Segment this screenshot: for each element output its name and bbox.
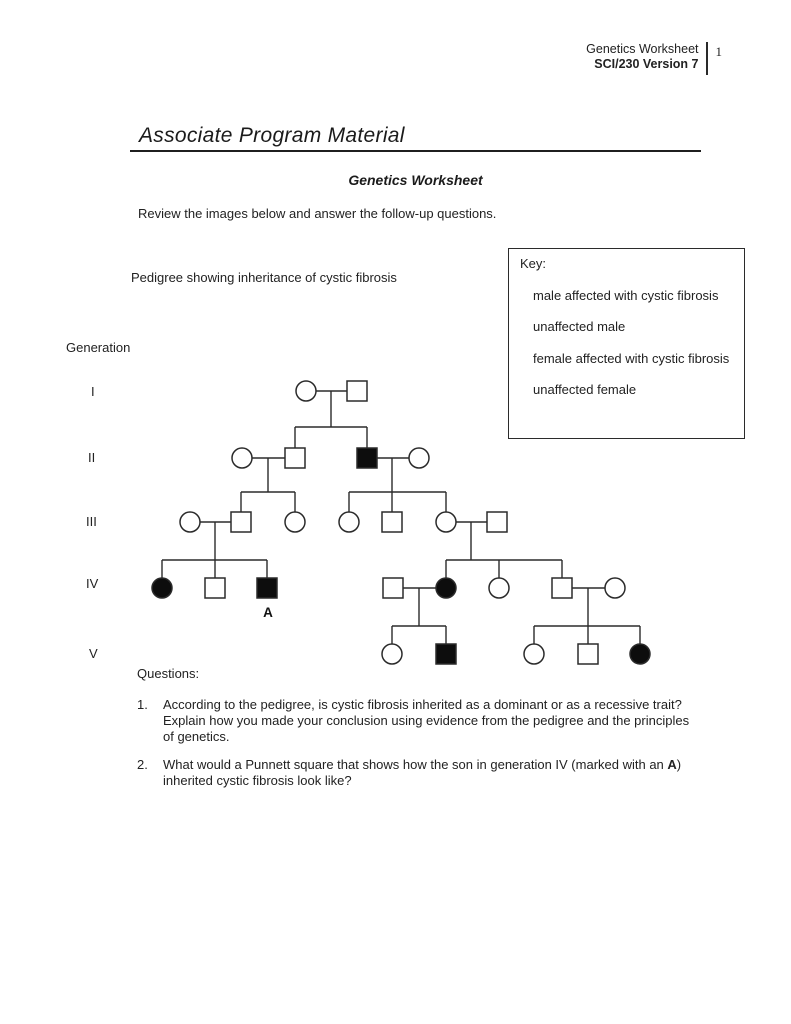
questions-heading: Questions: [137,666,200,681]
question-1-text [163,697,689,744]
question-2-line-1-post: ) [676,757,682,773]
question-2 [137,757,717,789]
pedigree-member-IV-5-female-affected [436,578,456,598]
instructions-text: Review the images below and answer the follow-up questions. [138,206,497,221]
pedigree-member-IV-4-male-unaffected [383,578,403,598]
pedigree-member-V-4-male-unaffected [578,644,598,664]
generation-label-3: III [86,514,97,529]
header-version: SCI/230 Version 7 [594,57,699,71]
pedigree-member-IV-8-female-unaffected [605,578,625,598]
question-2-number: 2. [137,757,148,773]
question-2-line-1-pre: What would a Punnett square that shows how the son in generation IV (marked with an [163,757,668,773]
page-number: 1 [715,44,722,59]
key-item-female-affected: female affected with cystic fibrosis [533,350,730,366]
question-2-marker-a: A [667,757,677,773]
question-1-number: 1. [137,697,148,712]
pedigree-member-III-3-female-unaffected [285,512,305,532]
question-1-line-2: Explain how you made your conclusion using evidence from the pedigree and the principles [163,712,690,728]
pedigree-caption: Pedigree showing inheritance of cystic fibrosis [131,270,397,285]
pedigree-member-III-4-female-unaffected [339,512,359,532]
generation-label-5: V [89,646,98,661]
pedigree-member-IV-6-female-unaffected [489,578,509,598]
pedigree-member-II-3-male-affected [357,448,377,468]
generation-label-1: I [91,384,95,399]
page-title: Associate Program Material [139,124,405,147]
question-2-line-2: inherited cystic fibrosis look like? [163,773,352,789]
pedigree-member-IV-3-male-affected [257,578,277,598]
question-1-line-1: According to the pedigree, is cystic fibrosis inherited as a dominant or as a recessive trait? [163,697,682,712]
pedigree-member-III-7-male-unaffected [487,512,507,532]
question-1 [137,697,717,744]
question-2-text [163,757,681,789]
pedigree-member-II-2-male-unaffected [285,448,305,468]
key-heading: Key: [520,256,547,271]
pedigree-member-IV-2-male-unaffected [205,578,225,598]
worksheet-title: Genetics Worksheet [348,172,483,188]
pedigree-member-II-4-female-unaffected [409,448,429,468]
pedigree-member-III-6-female-unaffected [436,512,456,532]
pedigree-member-IV-7-male-unaffected [552,578,572,598]
pedigree-member-V-2-male-affected [436,644,456,664]
key-item-unaffected-female: unaffected female [533,382,637,397]
pedigree-label-A: A [263,605,273,620]
question-2-line-1 [163,757,681,773]
pedigree-member-V-1-female-unaffected [382,644,402,664]
pedigree-member-V-3-female-unaffected [524,644,544,664]
generation-heading: Generation [66,340,131,355]
generation-label-4: IV [86,576,99,591]
pedigree-member-III-2-male-unaffected [231,512,251,532]
pedigree-member-I-2-male-unaffected [347,381,367,401]
pedigree-member-II-1-female-unaffected [232,448,252,468]
pedigree-member-III-5-male-unaffected [382,512,402,532]
pedigree-member-III-1-female-unaffected [180,512,200,532]
pedigree-member-IV-1-female-affected [152,578,172,598]
question-1-line-3: of genetics. [163,728,230,744]
header-doc-title: Genetics Worksheet [586,42,699,56]
questions-section [137,666,717,789]
pedigree-member-I-1-female-unaffected [296,381,316,401]
key-item-unaffected-male: unaffected male [533,319,626,334]
pedigree-member-V-5-female-affected [630,644,650,664]
generation-label-2: II [88,450,96,465]
key-item-male-affected: male affected with cystic fibrosis [533,287,719,303]
